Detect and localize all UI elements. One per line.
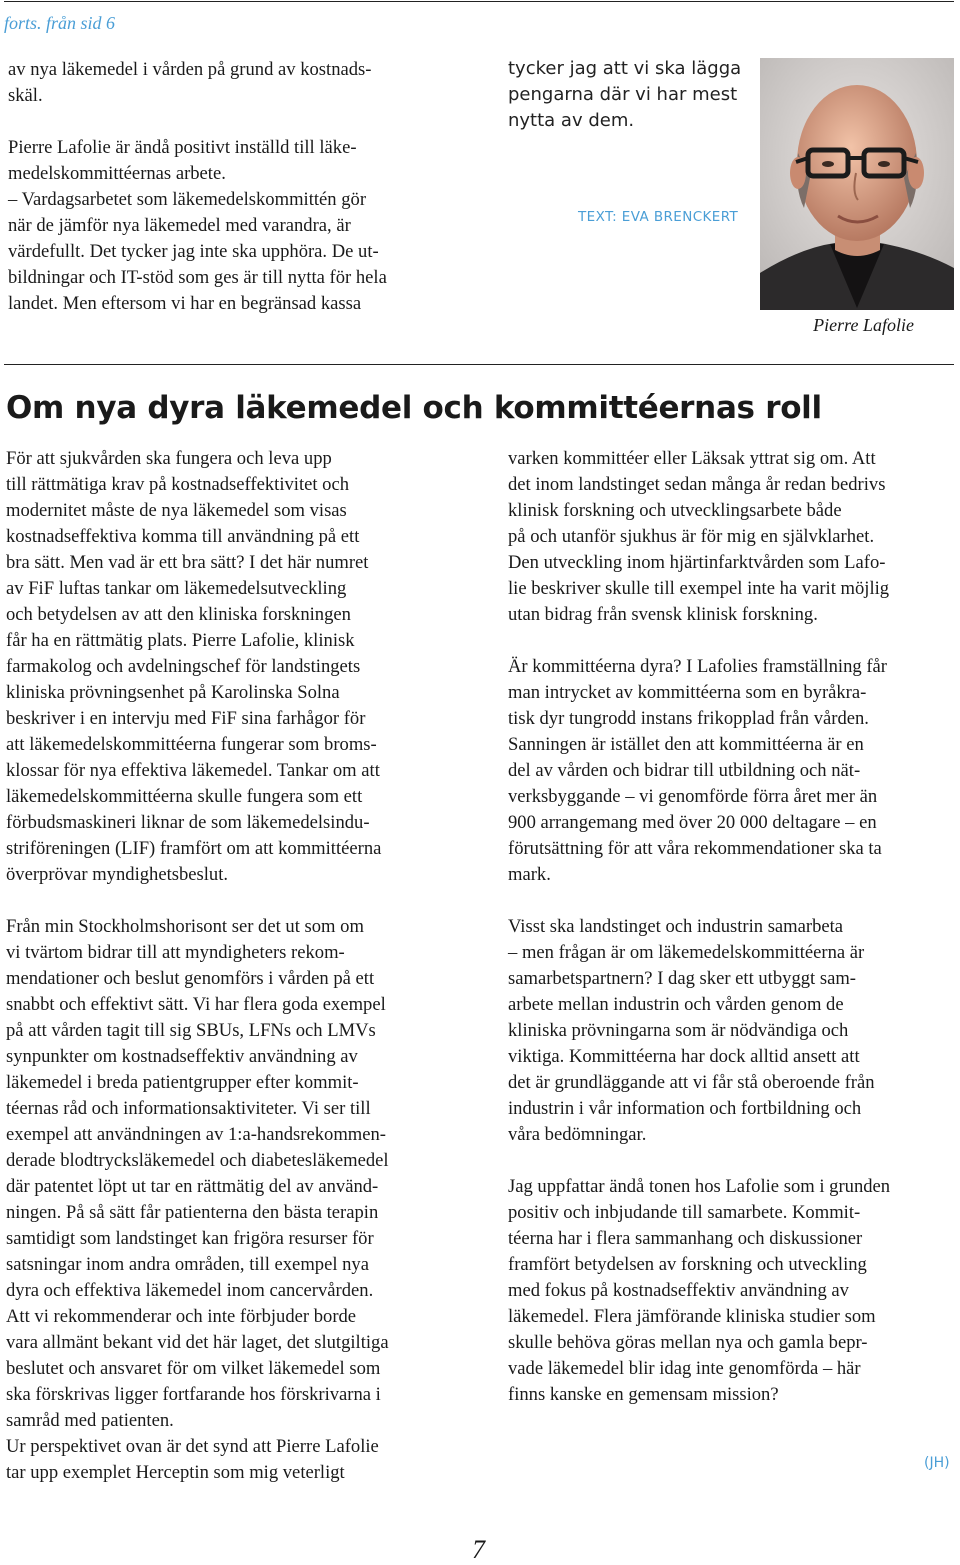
text-line: Att vi rekommenderar och inte förbjuder borde	[6, 1306, 357, 1327]
section-divider	[4, 364, 954, 365]
text-line: våra bedömningar.	[508, 1124, 647, 1145]
text-line: förutsättning för att våra rekommendationer ska ta	[508, 838, 882, 859]
article-right-paragraph	[508, 446, 960, 628]
text-line: läkemedelskommittéerna skulle fungera som ett	[6, 786, 363, 807]
portrait-photo	[760, 58, 954, 310]
text-line: samtidigt som landstinget kan frigöra resurser för	[6, 1228, 374, 1249]
text-line: viktiga. Kommittéerna har dock alltid ansett att	[508, 1046, 860, 1067]
text-line: industrin i vår information och fortbildning och	[508, 1098, 862, 1119]
text-line: Pierre Lafolie är ändå positivt inställd till läke-	[8, 137, 357, 158]
text-line: Är kommittéerna dyra? I Lafolies framställning får	[508, 656, 887, 677]
text-line: vara allmänt bekant vid det här laget, det slutgiltiga	[6, 1332, 389, 1353]
text-line: téernas råd och informationsaktiviteter. Vi ser till	[6, 1098, 371, 1119]
text-line: läkemedel. Flera jämförande kliniska studier som	[508, 1306, 876, 1327]
text-line: skäl.	[8, 85, 43, 106]
text-line: värdefullt. Det tycker jag inte ska upphöra. De ut-	[8, 241, 379, 262]
article-headline: Om nya dyra läkemedel och kommittéernas roll	[6, 390, 822, 426]
text-line: Från min Stockholmshorisont ser det ut som om	[6, 916, 364, 937]
text-line: synpunkter om kostnadseffektiv användning av	[6, 1046, 358, 1067]
text-line: vade läkemedel blir idag inte genomförda – här	[508, 1358, 861, 1379]
text-line: och betydelsen av att den kliniska forskningen	[6, 604, 351, 625]
text-line: satsningar inom andra områden, till exempel nya	[6, 1254, 369, 1275]
text-line: nytta av dem.	[508, 110, 635, 131]
text-line: Jag uppfattar ändå tonen hos Lafolie som i grunden	[508, 1176, 891, 1197]
paragraph-gap	[6, 888, 476, 914]
text-line: samarbetspartnern? I dag sker ett utbyggt sam-	[508, 968, 856, 989]
text-line: beskriver i en intervju med FiF sina farhågor för	[6, 708, 366, 729]
article-right-paragraph	[508, 1174, 960, 1408]
text-line: får ha en rättmätig plats. Pierre Lafolie, klinisk	[6, 630, 355, 651]
text-line: exempel att användningen av 1:a-handsrekommen-	[6, 1124, 387, 1145]
top-rule	[4, 1, 954, 2]
intro-column-1	[8, 57, 468, 317]
text-line: överprövar myndighetsbeslut.	[6, 864, 229, 885]
text-line: modernitet måste de nya läkemedel som visas	[6, 500, 347, 521]
text-line: på och utanför sjukhus är för mig en självklarhet.	[508, 526, 875, 547]
article-right-paragraph	[508, 654, 960, 888]
intro-paragraph	[8, 57, 468, 109]
photo-caption: Pierre Lafolie	[813, 315, 914, 335]
text-line: kliniska prövningsenhet på Karolinska Solna	[6, 682, 340, 703]
text-line: med fokus på kostnadseffektiv användning av	[508, 1280, 849, 1301]
page-number: 7	[472, 1535, 485, 1564]
continuation-label: forts. från sid 6	[4, 13, 116, 33]
text-line: tycker jag att vi ska lägga	[508, 58, 742, 79]
text-line: farmakolog och avdelningschef för landstingets	[6, 656, 361, 677]
text-line: utan bidrag från svensk klinisk forskning.	[508, 604, 818, 625]
text-line: där patentet löpt ut tar en rättmätig del av använd-	[6, 1176, 379, 1197]
text-line: förbudsmaskineri liknar de som läkemedelsindu-	[6, 812, 370, 833]
text-line: del av vården och bidrar till utbildning och nät-	[508, 760, 861, 781]
text-line: – men frågan är om läkemedelskommittéerna är	[508, 942, 865, 963]
text-line: tisk dyr tungrodd instans frikopplad från vården.	[508, 708, 869, 729]
text-line: – Vardagsarbetet som läkemedelskommittén gör	[8, 189, 367, 210]
text-line: Visst ska landstinget och industrin samarbeta	[508, 916, 844, 937]
text-line: dyra och effektiva läkemedel inom cancervården.	[6, 1280, 374, 1301]
text-line: varken kommittéer eller Läksak yttrat sig om. Att	[508, 448, 876, 469]
text-line: derade blodtrycksläkemedel och diabetesläkemedel	[6, 1150, 389, 1171]
text-line: av FiF luftas tankar om läkemedelsutveckling	[6, 578, 347, 599]
text-line: kostnadseffektiva komma till användning på ett	[6, 526, 360, 547]
article-right-column	[508, 446, 960, 1408]
text-line: mark.	[508, 864, 551, 885]
text-line: ningen. På så sätt får patienterna den bästa terapin	[6, 1202, 379, 1223]
paragraph-gap	[508, 888, 960, 914]
text-line: framfört betydelsen av forskning och utveckling	[508, 1254, 867, 1275]
article-left-paragraph	[6, 446, 476, 888]
paragraph-gap	[508, 628, 960, 654]
text-line: av nya läkemedel i vården på grund av kostnads-	[8, 59, 372, 80]
article-left-paragraph	[6, 914, 476, 1486]
text-line: snabbt och effektivt sätt. Vi har flera goda exempel	[6, 994, 386, 1015]
text-line: bildningar och IT-stöd som ges är till nytta för hela	[8, 267, 387, 288]
portrait-image	[760, 58, 954, 310]
text-line: finns kanske en gemensam mission?	[508, 1384, 779, 1405]
text-line: arbete mellan industrin och vården genom de	[508, 994, 844, 1015]
text-line: Ur perspektivet ovan är det synd att Pierre Lafolie	[6, 1436, 379, 1457]
text-line: klossar för nya effektiva läkemedel. Tankar om att	[6, 760, 380, 781]
paragraph-gap	[508, 1148, 960, 1174]
text-line: kliniska prövningarna som är nödvändiga och	[508, 1020, 849, 1041]
intro-paragraph	[8, 135, 468, 317]
text-line: skulle behöva göras mellan nya och gamla bepr-	[508, 1332, 868, 1353]
text-line: verksbyggande – vi genomförde förra året mer än	[508, 786, 878, 807]
text-line: lie beskriver skulle till exempel inte ha varit möjlig	[508, 578, 890, 599]
text-line: det är grundläggande att vi får stå oberoende från	[508, 1072, 875, 1093]
text-line: Den utveckling inom hjärtinfarktvården som Lafo-	[508, 552, 886, 573]
text-line: striföreningen (LIF) framfört om att kommittéerna	[6, 838, 382, 859]
text-line: medelskommittéernas arbete.	[8, 163, 226, 184]
text-line: till rättmätiga krav på kostnadseffektivitet och	[6, 474, 350, 495]
text-line: bra sätt. Men vad är ett bra sätt? I det här numret	[6, 552, 369, 573]
text-line: Sanningen är istället den att kommittéerna är en	[508, 734, 864, 755]
text-line: mendationer och beslut genomförs i vården på ett	[6, 968, 375, 989]
article-right-paragraph	[508, 914, 960, 1148]
text-line: beslutet och ansvaret för om vilket läkemedel som	[6, 1358, 381, 1379]
text-line: landet. Men eftersom vi har en begränsad kassa	[8, 293, 362, 314]
text-line: ska förskrivas ligger fortfarande hos förskrivarna i	[6, 1384, 381, 1405]
text-line: tar upp exemplet Herceptin som mig veterligt	[6, 1462, 345, 1483]
text-line: 900 arrangemang med över 20 000 deltagare – en	[508, 812, 877, 833]
text-line: vi tvärtom bidrar till att myndigheters rekom-	[6, 942, 345, 963]
paragraph-gap	[8, 109, 468, 135]
text-line: positiv och inbjudande till samarbete. Kommit-	[508, 1202, 861, 1223]
text-line: klinisk forskning och utvecklingsarbete både	[508, 500, 842, 521]
text-line: pengarna där vi har mest	[508, 84, 738, 105]
signature: (JH)	[924, 1455, 950, 1471]
text-line: téerna har i flera sammanhang och diskussioner	[508, 1228, 863, 1249]
text-line: på att vården tagit till sig SBUs, LFNs och LMVs	[6, 1020, 376, 1041]
text-line: att läkemedelskommittéerna fungerar som broms-	[6, 734, 377, 755]
text-line: det inom landstinget sedan många år redan bedrivs	[508, 474, 886, 495]
text-line: samråd med patienten.	[6, 1410, 174, 1431]
text-line: läkemedel i breda patientgrupper efter kommit-	[6, 1072, 359, 1093]
text-line: För att sjukvården ska fungera och leva upp	[6, 448, 332, 469]
text-line: man intrycket av kommittéerna som en byråkra-	[508, 682, 867, 703]
byline: TEXT: EVA BRENCKERT	[578, 209, 739, 225]
text-line: när de jämför nya läkemedel med varandra, är	[8, 215, 351, 236]
article-left-column	[6, 446, 476, 1486]
intro-column-2	[508, 56, 748, 134]
